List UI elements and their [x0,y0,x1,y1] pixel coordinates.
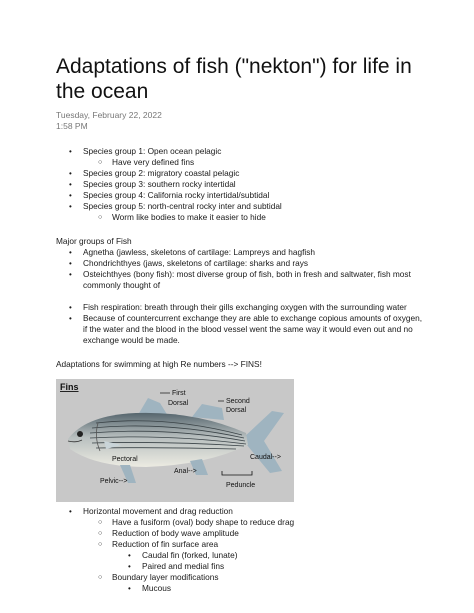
list-item: • Fish respiration: breath through their gills exchanging oxygen with the surrounding water [69,302,407,312]
circle-bullet-icon: ○ [98,159,103,166]
drag-list [56,506,428,594]
bullet-icon: • [69,314,72,323]
species-list [56,146,428,223]
label-dorsal: Dorsal [168,400,189,407]
list-item: • Species group 1: Open ocean pelagic [69,146,222,156]
bullet-icon: • [128,551,131,560]
list-item: ○ Worm like bodies to make it easier to hide [98,212,266,222]
bullet-icon: • [69,259,72,268]
list-item: ○ Have very defined fins [98,157,195,167]
note-page [56,54,428,594]
list-item: • Species group 4: California rocky intertidal/subtidal [69,190,270,200]
list-item: • Mucous [128,583,172,593]
label-caudal: Caudal--> [250,454,281,461]
list-item: • Osteichthyes (bony fish): most diverse group of fish, both in fresh and saltwater, fish most commonly thought of [69,269,411,290]
bullet-icon: • [69,180,72,189]
peduncle-bracket [222,471,252,475]
list-item: ○ Have a fusiform (oval) body shape to reduce drag [98,517,295,527]
swimming-heading: Adaptations for swimming at high Re numbers --> FINS! [56,359,262,369]
circle-bullet-icon: ○ [98,541,103,548]
page-time: 1:58 PM [56,121,88,131]
page-date: Tuesday, February 22, 2022 [56,110,162,120]
bullet-icon: • [69,191,72,200]
list-item: ○ Reduction of body wave amplitude [98,528,239,538]
label-pectoral: Pectoral [112,456,138,463]
bullet-icon: • [69,202,72,211]
list-item: • Horizontal movement and drag reduction [69,506,233,516]
major-groups-list [56,247,428,291]
list-item: • Paired and medial fins [128,561,225,571]
caudal-fin [242,411,284,473]
list-item: ○ Boundary layer modifications [98,572,219,582]
label-second-dorsal: Second [226,398,250,405]
list-item: • Species group 3: southern rocky intertidal [69,179,236,189]
list-item: ○ Reduction of fin surface area [98,539,219,549]
respiration-list [56,302,428,346]
label-anal: Anal--> [174,468,197,475]
bullet-icon: • [69,248,72,257]
list-item: • Chondrichthyes (jaws, skeletons of cartilage: sharks and rays [69,258,309,268]
page-title: Adaptations of fish ("nekton") for life in the ocean [56,55,412,103]
label-dorsal-2: Dorsal [226,407,247,414]
bullet-icon: • [128,584,131,593]
circle-bullet-icon: ○ [98,214,103,221]
bullet-icon: • [69,507,72,516]
list-item: • Species group 5: north-central rocky inter and subtidal [69,201,282,211]
bullet-icon: • [69,270,72,279]
fish-eye [77,431,83,437]
bullet-icon: • [69,147,72,156]
circle-bullet-icon: ○ [98,574,103,581]
fins-figure [56,379,294,502]
circle-bullet-icon: ○ [98,530,103,537]
figure-heading: Fins [60,382,79,392]
list-item: • Caudal fin (forked, lunate) [128,550,238,560]
major-groups-heading: Major groups of Fish [56,236,132,246]
label-first-dorsal: First [172,390,186,397]
circle-bullet-icon: ○ [98,519,103,526]
list-item: • Because of countercurrent exchange they are able to exchange copious amounts of oxygen, if the water and the blood in the blood vessel went the same way it would even out and no exchange would be made. [69,313,423,345]
bullet-icon: • [128,562,131,571]
label-pelvic: Pelvic--> [100,478,128,485]
list-item: • Species group 2: migratory coastal pelagic [69,168,240,178]
list-item: • Agnetha (jawless, skeletons of cartilage: Lampreys and hagfish [69,247,315,257]
label-peduncle: Peduncle [226,482,256,489]
bullet-icon: • [69,169,72,178]
fish-diagram [56,379,294,502]
second-dorsal-fin [192,404,224,420]
bullet-icon: • [69,303,72,312]
